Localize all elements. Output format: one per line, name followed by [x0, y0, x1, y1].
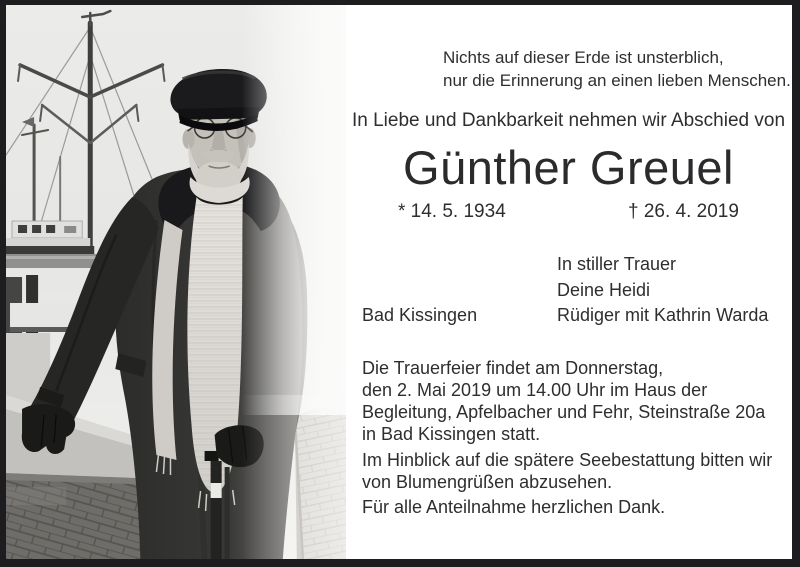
memorial-photo	[6, 5, 346, 559]
obituary-text	[345, 5, 792, 559]
flower-notice-line-2: von Blumengrüßen abzusehen.	[362, 472, 613, 492]
mourning-header: In stiller Trauer	[557, 254, 677, 274]
photo-fade-lower	[242, 395, 346, 559]
epigraph-line-1: Nichts auf dieser Erde ist unsterblich,	[443, 48, 724, 67]
funeral-line-2: den 2. Mai 2019 um 14.00 Uhr im Haus der	[362, 380, 708, 400]
birth-date: * 14. 5. 1934	[398, 201, 506, 222]
epigraph-line-2: nur die Erinnerung an einen lieben Menschen.	[443, 71, 791, 90]
photo-fade	[242, 5, 346, 415]
memorial-photo-graphic	[6, 5, 346, 559]
life-dates	[345, 201, 792, 225]
funeral-line-4: in Bad Kissingen statt.	[362, 424, 541, 444]
death-date: † 26. 4. 2019	[628, 201, 739, 222]
mourner-heidi: Deine Heidi	[557, 280, 651, 300]
funeral-line-1: Die Trauerfeier findet am Donnerstag,	[362, 358, 664, 378]
flower-notice	[362, 449, 772, 493]
flower-notice-line-1: Im Hinblick auf die spätere Seebestattung bitten wir	[362, 450, 773, 470]
funeral-line-3: Begleitung, Apfelbacher und Fehr, Steinstraße 20a	[362, 402, 766, 422]
mourner-ruediger: Rüdiger mit Kathrin Warda	[557, 305, 769, 325]
epigraph	[443, 46, 791, 92]
funeral-details	[362, 357, 765, 445]
thanks-line: Für alle Anteilnahme herzlichen Dank.	[362, 497, 666, 517]
intro-line: In Liebe und Dankbarkeit nehmen wir Abschied von	[351, 110, 786, 131]
deceased-name: Günther Greuel	[403, 141, 734, 194]
city: Bad Kissingen	[362, 305, 478, 325]
